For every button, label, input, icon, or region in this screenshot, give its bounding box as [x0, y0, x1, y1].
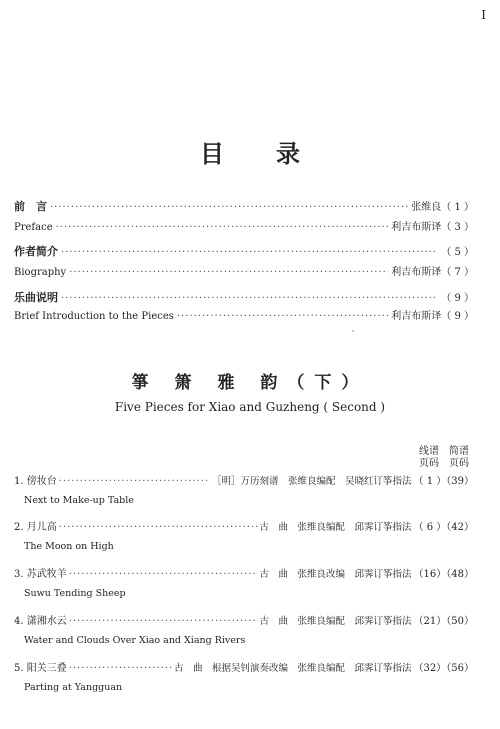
leader-dots: [69, 569, 258, 580]
piece-credits: 古 曲 张维良编配 邱霁订筝指法: [259, 522, 412, 533]
toc-label: 前 言: [14, 200, 47, 213]
leader-dots: [69, 663, 172, 674]
toc-entry-biography-en[interactable]: [14, 263, 474, 278]
leader-dots: [59, 476, 210, 487]
toc-label: Biography: [14, 267, 67, 278]
toc-entry-notes-cn[interactable]: [14, 289, 474, 305]
piece-page-refs: （32）（56）: [413, 663, 474, 674]
leader-dots: [69, 267, 388, 278]
toc-label: 作者简介: [14, 245, 58, 258]
piece-title: 3. 苏武牧羊: [14, 569, 67, 580]
piece-page-refs: （16）（48）: [413, 569, 474, 580]
toc-label: Brief Introduction to the Pieces: [14, 311, 174, 322]
leader-dots: [177, 311, 388, 322]
toc-page-ref: 利吉布斯译（ 3 ）: [391, 222, 474, 233]
leader-dots: [56, 222, 389, 233]
page-number: I: [481, 8, 486, 22]
piece-entry-1[interactable]: [14, 472, 474, 506]
leader-dots: [59, 522, 258, 533]
toc-label: 乐曲说明: [14, 291, 58, 304]
piece-title: 5. 阳关三叠: [14, 663, 67, 674]
piece-english-title: Suwu Tending Sheep: [24, 588, 126, 599]
toc-entry-biography-cn[interactable]: [14, 243, 474, 259]
toc-page-ref: 利吉布斯译（ 9 ）: [391, 311, 474, 322]
piece-english-title: The Moon on High: [24, 541, 114, 552]
toc-page-ref: 利吉布斯译（ 7 ）: [391, 267, 474, 278]
piece-title: 4. 潇湘水云: [14, 616, 67, 627]
piece-english-title: Parting at Yangguan: [24, 682, 123, 693]
piece-english-title: Water and Clouds Over Xiao and Xiang Rivers: [24, 635, 246, 646]
piece-entry-4[interactable]: [14, 612, 474, 646]
piece-page-refs: （ 6 ）（42）: [413, 522, 474, 533]
toc-page-ref: （ 5 ）: [441, 247, 474, 258]
col-head-numbered: 简谱: [449, 446, 469, 457]
section-subtitle: Five Pieces for Xiao and Guzheng ( Second ): [114, 400, 386, 414]
leader-dots: [69, 616, 258, 627]
piece-credits: 古 曲 张维良改编 邱霁订筝指法: [259, 569, 412, 580]
col-sub-numbered: 页码: [449, 458, 469, 469]
toc-page-ref: （ 9 ）: [441, 293, 474, 304]
piece-page-refs: （21）（50）: [413, 616, 474, 627]
piece-credits: ［明］万历刻谱 张维良编配 吴晓红订筝指法: [212, 476, 412, 487]
piece-english-title: Next to Make-up Table: [24, 495, 134, 506]
piece-credits: 古 曲 根据吴钊演奏改编 张维良编配 邱霁订筝指法: [174, 663, 412, 674]
col-head-staff: 线谱: [419, 446, 439, 457]
piece-title: 2. 月儿高: [14, 522, 57, 533]
piece-entry-2[interactable]: [14, 518, 474, 552]
col-sub-staff: 页码: [419, 458, 439, 469]
print-speck: [352, 330, 354, 332]
page-title: 目录: [200, 139, 352, 168]
toc-label: Preface: [14, 222, 53, 233]
piece-credits: 古 曲 张维良编配 邱霁订筝指法: [259, 616, 412, 627]
piece-entry-3[interactable]: [14, 565, 474, 599]
piece-entry-5[interactable]: [14, 659, 474, 693]
leader-dots: [61, 293, 438, 304]
leader-dots: [61, 247, 438, 258]
section-title: 箏 箫 雅 韵（下）: [131, 373, 369, 393]
leader-dots: [50, 202, 408, 213]
piece-title: 1. 傍妆台: [14, 476, 57, 487]
toc-page-ref: 张维良（ 1 ）: [411, 202, 474, 213]
piece-page-refs: （ 1 ）（39）: [413, 476, 474, 487]
column-headers: [414, 446, 474, 470]
toc-entry-notes-en[interactable]: [14, 307, 474, 322]
toc-entry-preface-cn[interactable]: [14, 198, 474, 214]
toc-entry-preface-en[interactable]: [14, 218, 474, 233]
